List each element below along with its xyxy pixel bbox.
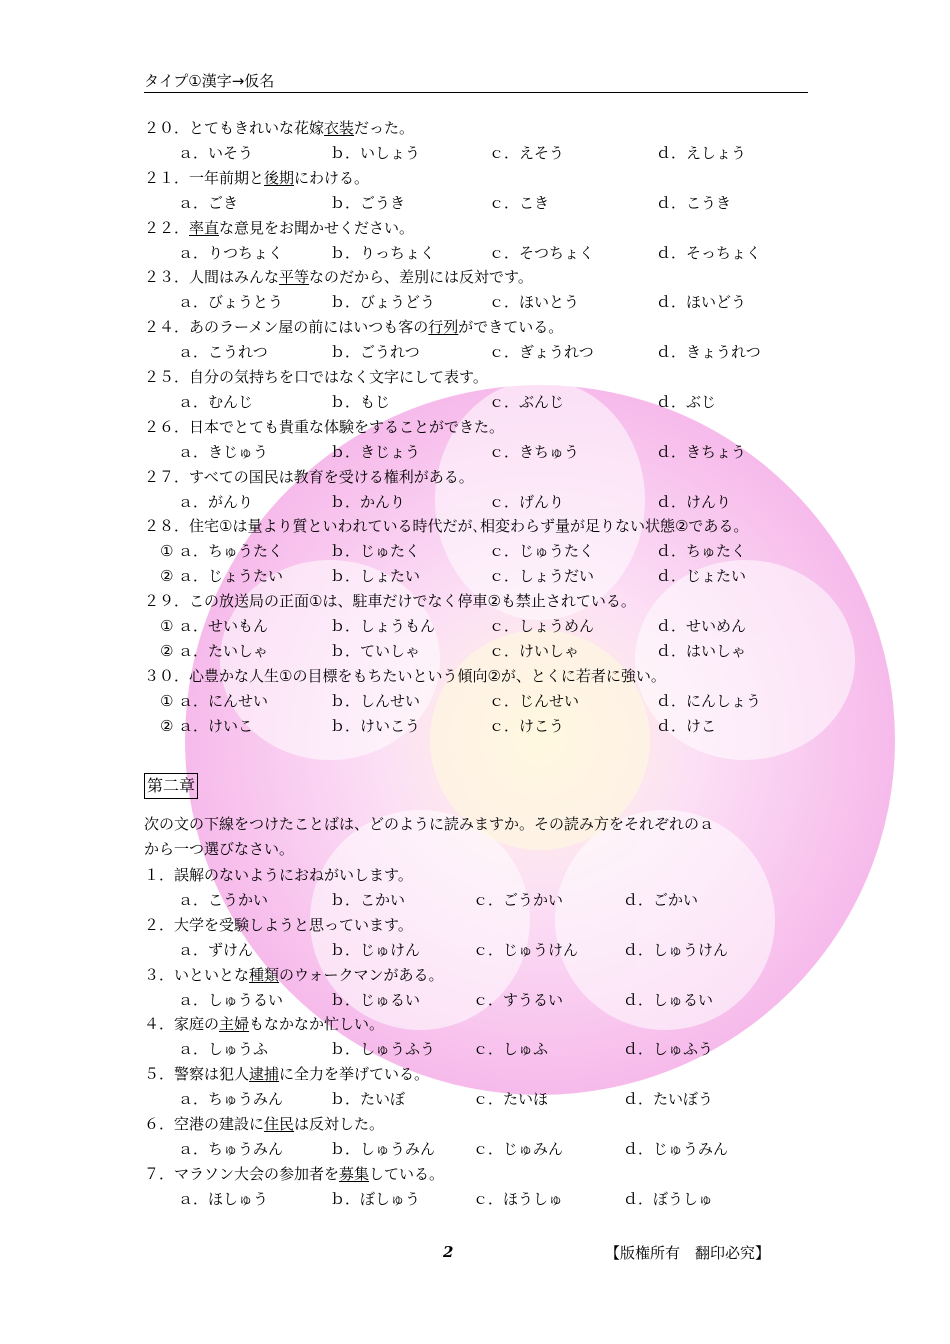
question-text: 人間はみんな [189, 268, 280, 287]
underlined-word: 種類 [249, 965, 280, 984]
copyright-notice: 【版権所有 翻印必究】 [605, 1244, 771, 1262]
question-text-tail: ができている。 [458, 318, 564, 337]
instruction-line-1: 次の文の下線をつけたことばは、どのように読みますか。その読み方をそれぞれのａ [144, 815, 715, 833]
answer-option: ｃ．げんり [489, 492, 565, 511]
question-number: ３． [144, 965, 175, 984]
answer-option: ｂ．びょうどう [330, 293, 436, 312]
question-number: １． [144, 866, 175, 884]
question-text: いといとな [174, 965, 250, 984]
question-stem [144, 1162, 444, 1186]
question-number: ２３． [144, 268, 190, 287]
question-stem [144, 1112, 384, 1136]
answer-option: ｃ．そつちょく [489, 243, 595, 262]
answer-option: ｃ．きちゅう [489, 442, 580, 461]
answer-option: ａ．たいしゃ [178, 641, 269, 660]
question-number: ２２． [144, 218, 190, 237]
question-text-tail: だった。 [354, 119, 415, 137]
answer-option: ｄ．ぶじ [656, 392, 717, 411]
question-stem [144, 514, 748, 538]
answer-option: ｄ．たいぼう [623, 1090, 714, 1109]
page-header-title: タイプ①漢字→仮名 [144, 72, 275, 90]
question-stem [144, 415, 504, 439]
answer-option: ｃ．ほうしゅ [473, 1189, 564, 1208]
question-stem [144, 116, 414, 140]
underlined-word: 募集 [339, 1164, 370, 1183]
answer-option: ｂ．もじ [330, 392, 391, 411]
answer-option: ｃ．けこう [489, 716, 565, 735]
answer-option: ｃ．すうるい [473, 990, 564, 1009]
underlined-word: 逮捕 [249, 1065, 280, 1084]
answer-option: ｂ．いしょう [330, 143, 421, 162]
question-stem [144, 1062, 429, 1086]
answer-option: ｄ．はいしゃ [656, 641, 747, 660]
question-stem [144, 664, 666, 688]
question-text: 一年前期と [189, 168, 265, 187]
question-number: ６． [144, 1115, 175, 1133]
answer-option: ａ．しゅうふ [178, 1040, 269, 1059]
underlined-word: 平等 [279, 268, 310, 287]
answer-option: ｄ．ちゅたく [656, 542, 747, 561]
option-row-marker: ② [160, 716, 174, 735]
question-text: 心豊かな人生①の目標をもちたいという傾向②が、とくに若者に強い。 [189, 666, 666, 685]
question-number: ２４． [144, 318, 190, 337]
answer-option: ｂ．しんせい [330, 691, 421, 710]
question-text-tail: は反対した。 [294, 1115, 385, 1133]
question-number: ２７． [144, 467, 190, 486]
answer-option: ｄ．きちょう [656, 442, 747, 461]
question-stem [144, 963, 443, 987]
question-stem [144, 1012, 384, 1036]
answer-option: ａ．びょうとう [178, 293, 284, 312]
question-stem [144, 465, 474, 489]
question-text: この放送局の正面①は、駐車だけでなく停車②も禁止されている。 [189, 592, 636, 611]
answer-option: ｄ．しゅふう [623, 1040, 714, 1059]
question-number: ４． [144, 1015, 175, 1034]
question-stem [144, 216, 414, 240]
question-text: 警察は犯人 [174, 1065, 250, 1084]
question-text: すべての国民は教育を受ける権利がある。 [189, 467, 474, 486]
answer-option: ａ．にんせい [178, 691, 269, 710]
question-stem [144, 863, 413, 887]
instruction-line-2: から一つ選びなさい。 [144, 840, 295, 858]
answer-option: ａ．せいもん [178, 617, 269, 635]
option-row-marker: ① [160, 617, 174, 635]
answer-option: ｃ．ごうかい [473, 890, 564, 909]
answer-option: ａ．しゅうるい [178, 990, 284, 1009]
question-text: 家庭の [174, 1015, 220, 1034]
answer-option: ｄ．そっちょく [656, 243, 762, 262]
answer-option: ｂ．かんり [330, 492, 406, 511]
question-number: ２５． [144, 368, 190, 386]
underlined-word: 後期 [264, 168, 295, 187]
question-text: 住宅①は量より質といわれている時代だが､相変わらず量が足りない状態②である。 [189, 517, 749, 536]
question-number: ２１． [144, 168, 190, 187]
question-text-tail: している。 [369, 1164, 445, 1183]
underlined-word: 率直 [189, 218, 220, 237]
question-text: マラソン大会の参加者を [174, 1164, 340, 1183]
answer-option: ｂ．きじょう [330, 442, 421, 461]
answer-option: ｂ．ごうれつ [330, 343, 420, 362]
answer-option: ｄ．ほいどう [656, 293, 747, 312]
question-stem [144, 913, 413, 937]
answer-option: ｃ．じゅうけん [473, 940, 579, 959]
question-text-tail: に全力を挙げている。 [279, 1065, 430, 1084]
answer-option: ａ．ごき [178, 193, 239, 212]
question-text: とてもきれいな花嫁 [189, 119, 325, 137]
answer-option: ｂ．しゅうふう [330, 1040, 436, 1059]
answer-option: ａ．ちゅうみん [178, 1139, 284, 1158]
answer-option: ｃ．しょうめん [489, 617, 595, 635]
question-text: 大学を受験しようと思っています。 [174, 915, 413, 934]
option-row-marker: ② [160, 641, 174, 660]
answer-option: ａ．こうれつ [178, 343, 268, 362]
question-text-tail: もなかなか忙しい。 [249, 1015, 385, 1034]
answer-option: ｄ．ぼうしゅ [623, 1189, 714, 1208]
answer-option: ｂ．しょたい [330, 567, 421, 586]
answer-option: ｂ．ぼしゅう [330, 1189, 421, 1208]
answer-option: ｄ．しゅうけん [623, 940, 729, 959]
answer-option: ａ．ちゅうたく [178, 542, 284, 561]
answer-option: ｄ．せいめん [656, 617, 747, 635]
question-stem [144, 166, 369, 190]
answer-option: ｄ．けんり [656, 492, 732, 511]
answer-option: ｃ．じんせい [489, 691, 580, 710]
answer-option: ｂ．こかい [330, 890, 406, 909]
answer-option: ｄ．けこ [656, 716, 717, 735]
question-text: あのラーメン屋の前にはいつも客の [189, 318, 429, 337]
answer-option: ｄ．にんしょう [656, 691, 762, 710]
answer-option: ｄ．きょうれつ [656, 343, 761, 362]
chapter-title: 第二章 [144, 773, 198, 799]
answer-option: ｃ．しゅふ [473, 1040, 549, 1059]
answer-option: ｂ．ごうき [330, 193, 406, 212]
question-number: ２９． [144, 592, 190, 611]
answer-option: ｃ．じゅみん [473, 1139, 564, 1158]
answer-option: ａ．がんり [178, 492, 254, 511]
answer-option: ｂ．けいこう [330, 716, 421, 735]
question-text: 自分の気持ちを口ではなく文字にして表す。 [189, 368, 488, 386]
answer-option: ａ．いそう [178, 143, 254, 162]
question-number: ２０． [144, 119, 190, 137]
answer-option: ａ．けいこ [178, 716, 254, 735]
underlined-word: 住民 [264, 1115, 295, 1133]
answer-option: ａ．むんじ [178, 392, 254, 411]
answer-option: ｂ．じゅたく [330, 542, 421, 561]
answer-option: ａ．きじゅう [178, 442, 269, 461]
answer-option: ｄ．えしょう [656, 143, 747, 162]
answer-option: ｄ．じゅうみん [623, 1139, 729, 1158]
answer-option: ｂ．ていしゃ [330, 641, 421, 660]
question-stem [144, 265, 533, 289]
question-stem [144, 589, 636, 613]
answer-option: ｄ．じょたい [656, 567, 747, 586]
question-number: ２６． [144, 417, 190, 436]
underlined-word: 行列 [428, 318, 459, 337]
answer-option: ｃ．けいしゃ [489, 641, 580, 660]
answer-option: ｃ．じゅうたく [489, 542, 595, 561]
answer-option: ａ．こうかい [178, 890, 269, 909]
underlined-word: 主婦 [219, 1015, 250, 1034]
answer-option: ａ．ちゅうみん [178, 1090, 284, 1109]
option-row-marker: ① [160, 691, 174, 710]
answer-option: ｃ．たいほ [473, 1090, 549, 1109]
answer-option: ｂ．たいぼ [330, 1090, 406, 1109]
answer-option: ｃ．ぎょうれつ [489, 343, 594, 362]
question-number: ２． [144, 915, 175, 934]
answer-option: ｂ．しゅうみん [330, 1139, 436, 1158]
question-text: 空港の建設に [174, 1115, 265, 1133]
question-number: ７． [144, 1164, 175, 1183]
answer-option: ｃ．ぶんじ [489, 392, 565, 411]
option-row-marker: ① [160, 542, 174, 561]
answer-option: ｂ．しょうもん [330, 617, 436, 635]
question-text-tail: にわける。 [294, 168, 370, 187]
page-number: 2 [443, 1243, 454, 1261]
underlined-word: 衣装 [324, 119, 355, 137]
answer-option: ｂ．りっちょく [330, 243, 436, 262]
answer-option: ｃ．えそう [489, 143, 565, 162]
answer-option: ａ．じょうたい [178, 567, 284, 586]
question-text-tail: のウォークマンがある。 [279, 965, 444, 984]
header-divider [144, 92, 808, 93]
question-stem [144, 365, 488, 389]
answer-option: ａ．りつちょく [178, 243, 284, 262]
answer-option: ｄ．こうき [656, 193, 732, 212]
answer-option: ａ．ずけん [178, 940, 254, 959]
question-text-tail: なのだから、差別には反対です。 [309, 268, 533, 287]
question-text: 誤解のないようにおねがいします。 [174, 866, 413, 884]
question-number: ５． [144, 1065, 175, 1084]
question-text-tail: な意見をお聞かせください。 [219, 218, 415, 237]
answer-option: ｂ．じゅるい [330, 990, 421, 1009]
answer-option: ｃ．ほいとう [489, 293, 580, 312]
question-text: 日本でとても貴重な体験をすることができた。 [189, 417, 505, 436]
question-stem [144, 315, 563, 339]
question-number: ３０． [144, 666, 190, 685]
option-row-marker: ② [160, 567, 174, 586]
answer-option: ｃ．しょうだい [489, 567, 595, 586]
answer-option: ｂ．じゅけん [330, 940, 421, 959]
answer-option: ｄ．しゅるい [623, 990, 714, 1009]
question-number: ２８． [144, 517, 190, 536]
answer-option: ｃ．こき [489, 193, 550, 212]
answer-option: ａ．ほしゅう [178, 1189, 269, 1208]
answer-option: ｄ．ごかい [623, 890, 699, 909]
